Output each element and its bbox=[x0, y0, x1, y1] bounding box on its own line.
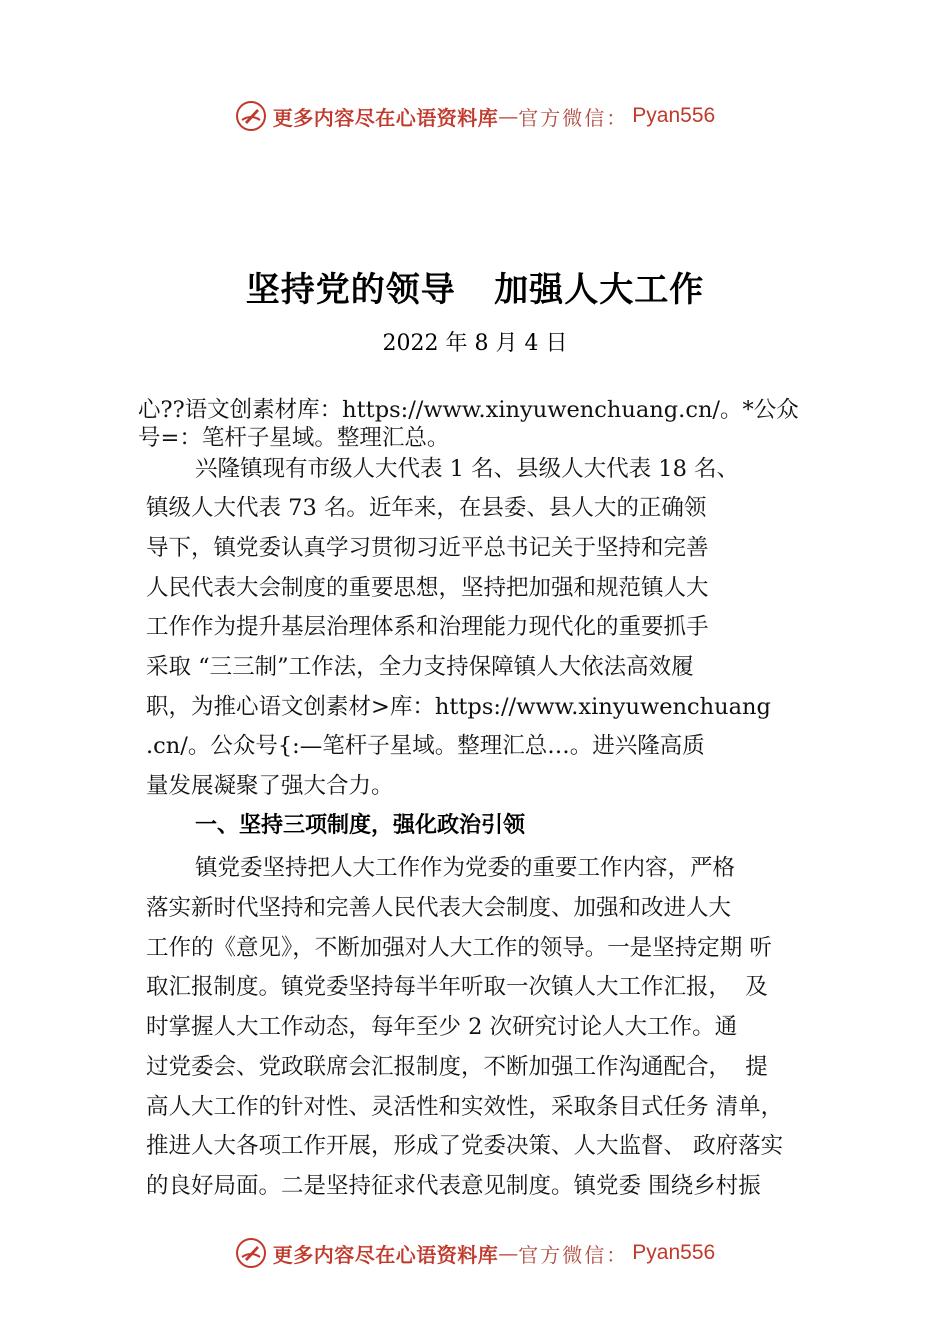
banner-wechat-id: Pyan556 bbox=[632, 1241, 716, 1264]
book-pen-icon bbox=[235, 1237, 267, 1269]
section-line: 时掌握人大工作动态，每年至少 2 次研究讨论人大工作。通 bbox=[146, 1014, 738, 1040]
intro-line: .cn/。公众号{:—笔杆子星域。整理汇总…。进兴隆高质 bbox=[146, 733, 705, 759]
intro-line: 心??语文创素材库：https://www.xinyuwenchuang.cn/。*公众 bbox=[138, 397, 799, 423]
intro-line: 工作作为提升基层治理体系和治理能力现代化的重要抓手 bbox=[146, 614, 709, 640]
book-pen-icon bbox=[235, 100, 267, 132]
document-date: 2022 年 8 月 4 日 bbox=[382, 331, 568, 356]
section-line: 推进人大各项工作开展，形成了党委决策、人大监督、 政府落实 bbox=[146, 1133, 784, 1159]
intro-line: 号=：笔杆子星域。整理汇总。 bbox=[138, 425, 450, 451]
section-line: 的良好局面。二是坚持征求代表意见制度。镇党委 围绕乡村振 bbox=[146, 1173, 761, 1199]
intro-line: 镇级人大代表 73 名。近年来，在县委、县人大的正确领 bbox=[146, 495, 707, 521]
banner-label: 官方微信： bbox=[518, 105, 629, 130]
section-line: 过党委会、党政联席会汇报制度，不断加强工作沟通配合， 提 bbox=[146, 1054, 768, 1080]
intro-line: 导下，镇党委认真学习贯彻习近平总书记关于坚持和完善 bbox=[146, 535, 709, 561]
banner-wechat-id: Pyan556 bbox=[632, 104, 716, 127]
footer-banner bbox=[0, 1233, 950, 1273]
section-line: 镇党委坚持把人大工作作为党委的重要工作内容，严格 bbox=[195, 855, 736, 881]
intro-line: 量发展凝聚了强大合力。 bbox=[146, 773, 394, 799]
banner-dash: — bbox=[498, 104, 519, 128]
banner-text: 更多内容尽在心语资料库 bbox=[272, 1242, 499, 1267]
intro-line: 人民代表大会制度的重要思想，坚持把加强和规范镇人大 bbox=[146, 575, 709, 601]
section-line: 取汇报制度。镇党委坚持每半年听取一次镇人大工作汇报， 及 bbox=[146, 974, 768, 1000]
intro-line: 采取 “三三制”工作法，全力支持保障镇人大依法高效履 bbox=[146, 654, 694, 680]
section-line: 高人大工作的针对性、灵活性和实效性，采取条目式任务 清单， bbox=[146, 1094, 784, 1120]
banner-text: 更多内容尽在心语资料库 bbox=[272, 105, 499, 130]
intro-line: 职，为推心语文创素材>库：https://www.xinyuwenchuang bbox=[146, 694, 771, 720]
document-title: 坚持党的领导 加强人大工作 bbox=[245, 270, 705, 310]
header-banner bbox=[0, 96, 950, 136]
intro-line: 兴隆镇现有市级人大代表 1 名、县级人大代表 18 名、 bbox=[195, 456, 740, 482]
banner-label: 官方微信： bbox=[518, 1242, 629, 1267]
section-heading: 一、坚持三项制度，强化政治引领 bbox=[195, 813, 526, 838]
banner-dash: — bbox=[498, 1241, 519, 1265]
section-line: 落实新时代坚持和完善人民代表大会制度、加强和改进人大 bbox=[146, 895, 732, 921]
section-line: 工作的《意见》，不断加强对人大工作的领导。一是坚持定期 听 bbox=[146, 935, 772, 961]
